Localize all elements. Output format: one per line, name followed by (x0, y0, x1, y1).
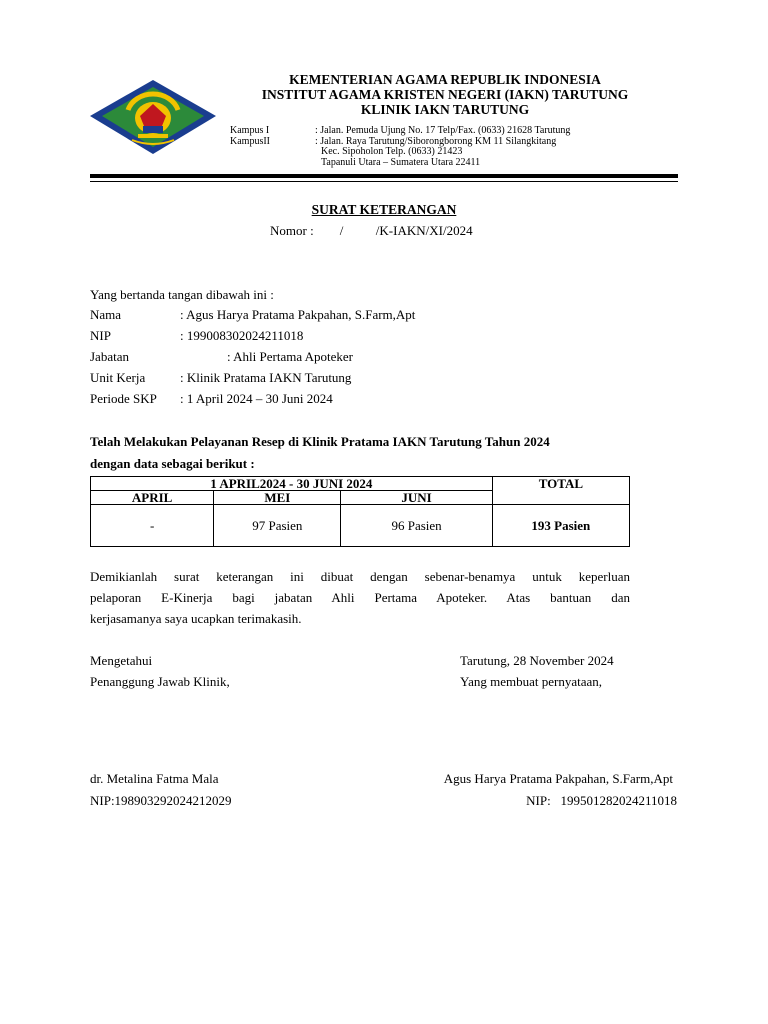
field-periode-label: Periode SKP (90, 391, 157, 406)
service-table (90, 476, 630, 547)
field-jabatan-label: Jabatan (90, 349, 129, 364)
institution-logo (88, 78, 218, 156)
table-row (91, 505, 630, 547)
field-unit-value: : Klinik Pratama IAKN Tarutung (180, 370, 352, 385)
header-clinic: KLINIK IAKN TARUTUNG (360, 102, 530, 117)
header-rule-thick (90, 174, 678, 178)
campus2-address-line2: Kec. Sipoholon Telp. (0633) 21423 (321, 146, 463, 157)
field-jabatan-value: : Ahli Pertama Apoteker (227, 349, 354, 364)
closing-line2: pelaporan E-Kinerja bagi jabatan Ahli Pertama Apoteker. Atas bantuan dan (90, 590, 630, 605)
sign-right-name: Agus Harya Pratama Pakpahan, S.Farm,Apt (443, 771, 673, 786)
table-col-juni: JUNI (341, 491, 492, 505)
document-number: Nomor : / /K-IAKN/XI/2024 (270, 223, 473, 238)
field-periode-value: : 1 April 2024 – 30 Juni 2024 (180, 391, 333, 406)
sign-left-nip: NIP:198903292024212029 (90, 793, 232, 808)
campus2-address: : Jalan. Raya Tarutung/Siborongborong KM 11 Silangkitang (315, 136, 557, 147)
field-nip-label: NIP (90, 328, 111, 343)
table-val-total: 193 Pasien (492, 505, 629, 547)
document-title: SURAT KETERANGAN (311, 202, 457, 217)
sign-right-date: Tarutung, 28 November 2024 (460, 653, 614, 668)
closing-line3: kerjasamanya saya ucapkan terimakasih. (90, 611, 302, 626)
header-institute: INSTITUT AGAMA KRISTEN NEGERI (IAKN) TARUTUNG (261, 87, 629, 102)
header-rule-thin (90, 181, 678, 182)
table-period-header: 1 APRIL2024 - 30 JUNI 2024 (91, 477, 493, 491)
statement-line1: Telah Melakukan Pelayanan Resep di Klinik Pratama IAKN Tarutung Tahun 2024 (90, 434, 550, 449)
table-col-mei: MEI (214, 491, 341, 505)
sign-left-role: Penanggung Jawab Klinik, (90, 674, 230, 689)
header-ministry: KEMENTERIAN AGAMA REPUBLIK INDONESIA (289, 72, 601, 87)
table-row (91, 477, 630, 491)
field-nama-value: : Agus Harya Pratama Pakpahan, S.Farm,Apt (180, 307, 416, 322)
table-val-juni: 96 Pasien (341, 505, 492, 547)
sign-left-title: Mengetahui (90, 653, 153, 668)
statement-line2: dengan data sebagai berikut : (90, 456, 255, 471)
campus1-label: Kampus I (230, 125, 270, 136)
sign-right-nip: NIP: 199501282024211018 (526, 793, 677, 808)
campus1-address: : Jalan. Pemuda Ujung No. 17 Telp/Fax. (0633) 21628 Tarutung (315, 125, 571, 136)
table-total-header: TOTAL (492, 477, 629, 505)
field-nama-label: Nama (90, 307, 122, 322)
sign-left-name: dr. Metalina Fatma Mala (90, 771, 219, 786)
table-val-april: - (91, 505, 214, 547)
sign-right-role: Yang membuat pernyataan, (460, 674, 603, 689)
campus2-label: KampusII (230, 136, 270, 147)
closing-line1: Demikianlah surat keterangan ini dibuat dengan sebenar-benamya untuk keperluan (90, 569, 630, 584)
field-nip-value: : 199008302024211018 (180, 328, 304, 343)
intro-text: Yang bertanda tangan dibawah ini : (90, 287, 274, 302)
table-val-mei: 97 Pasien (214, 505, 341, 547)
field-unit-label: Unit Kerja (90, 370, 146, 385)
table-col-april: APRIL (91, 491, 214, 505)
campus2-address-line3: Tapanuli Utara – Sumatera Utara 22411 (321, 157, 481, 168)
